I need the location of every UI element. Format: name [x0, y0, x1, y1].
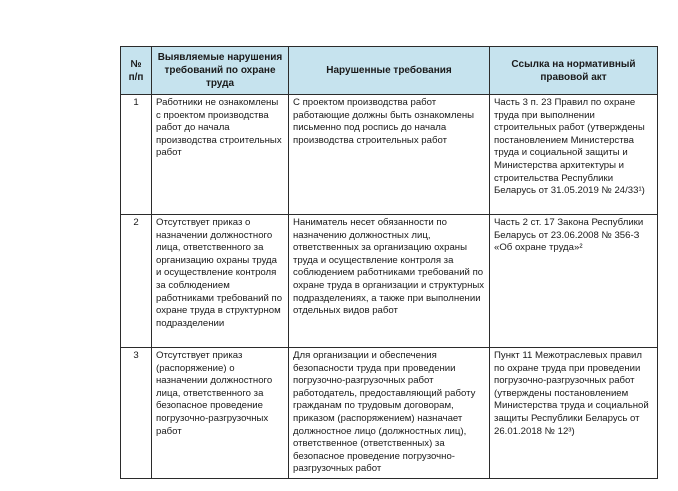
row-number: 2 [121, 215, 152, 348]
row-number: 1 [121, 95, 152, 215]
table-header-row [121, 47, 658, 95]
violation-cell: Отсутствует приказ о назначении должностного лица, ответственного за организацию охраны труда и осуществление контроля за соблюдением работниками требований по охране труда в структурном подразделении [152, 215, 289, 348]
reference-cell: Часть 2 ст. 17 Закона Республики Беларусь от 23.06.2008 № 356-З «Об охране труда»² [490, 215, 658, 348]
header-number: № п/п [121, 47, 152, 95]
reference-cell: Пункт 11 Межотраслевых правил по охране труда при проведении погрузочно-разгрузочных работ (утверждены постановлением Министерства труда и социальной защиты Республики Беларусь от 26.01.2018 № 12³) [490, 348, 658, 479]
table-row [121, 95, 658, 215]
requirement-cell: Для организации и обеспечения безопасности труда при проведении погрузочно-разгрузочных работ работодатель, предоставляющий работу гражданам по трудовым договорам, приказом (распоряжением) назначает должностное лицо (должностных лиц), ответственное (ответственных) за безопасное проведение погрузочно-разгрузочных работ [289, 348, 490, 479]
requirement-cell: С проектом производства работ работающие должны быть ознакомлены письменно под роспись до начала производства строительных работ [289, 95, 490, 215]
row-number: 3 [121, 348, 152, 479]
violations-table [120, 46, 658, 479]
header-reference: Ссылка на нормативный правовой акт [490, 47, 658, 95]
header-violation: Выявляемые нарушения требований по охране труда [152, 47, 289, 95]
requirement-cell: Наниматель несет обязанности по назначению должностных лиц, ответственных за организацию охраны труда и осуществление контроля за соблюдением работниками требований по охране труда в организации и структурных подразделениях, а также при выполнении отдельных видов работ [289, 215, 490, 348]
table-row [121, 215, 658, 348]
violation-cell: Работники не ознакомлены с проектом производства работ до начала производства строительных работ [152, 95, 289, 215]
violation-cell: Отсутствует приказ (распоряжение) о назначении должностного лица, ответственного за безопасное проведение погрузочно-разгрузочных работ [152, 348, 289, 479]
reference-cell: Часть 3 п. 23 Правил по охране труда при выполнении строительных работ (утверждены постановлением Министерства труда и социальной защиты и Министерства архитектуры и строительства Республики Беларусь от 31.05.2019 № 24/33¹) [490, 95, 658, 215]
header-requirement: Нарушенные требования [289, 47, 490, 95]
table-row [121, 348, 658, 479]
